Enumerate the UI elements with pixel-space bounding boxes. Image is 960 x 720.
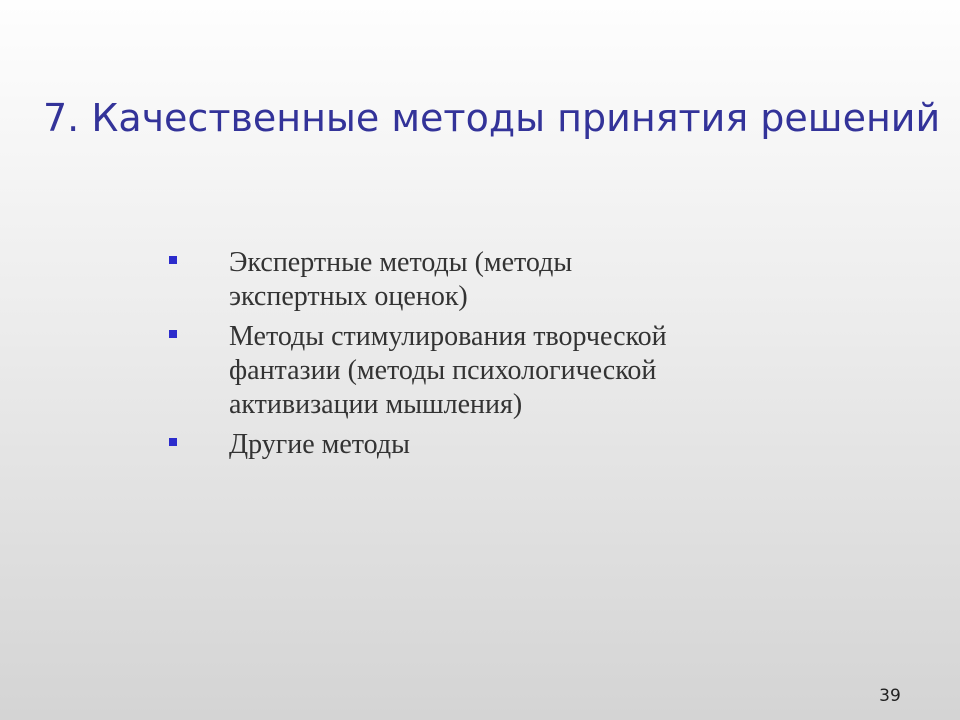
bullet-list	[165, 246, 685, 468]
bullet-text: Экспертные методы (методы экспертных оценок)	[229, 247, 573, 312]
bullet-text: Другие методы	[229, 429, 410, 460]
bullet-item-other-methods	[165, 428, 685, 462]
slide-title: 7. Качественные методы принятия решений	[43, 96, 941, 140]
bullet-item-expert-methods	[165, 246, 685, 314]
bullet-item-creative-stimulation-methods	[165, 320, 685, 422]
square-bullet-icon	[169, 330, 177, 338]
bullet-text: Методы стимулирования творческой фантазии (методы психологической активизации мышления)	[229, 321, 667, 420]
square-bullet-icon	[169, 438, 177, 446]
square-bullet-icon	[169, 256, 177, 264]
page-number: 39	[879, 686, 901, 706]
